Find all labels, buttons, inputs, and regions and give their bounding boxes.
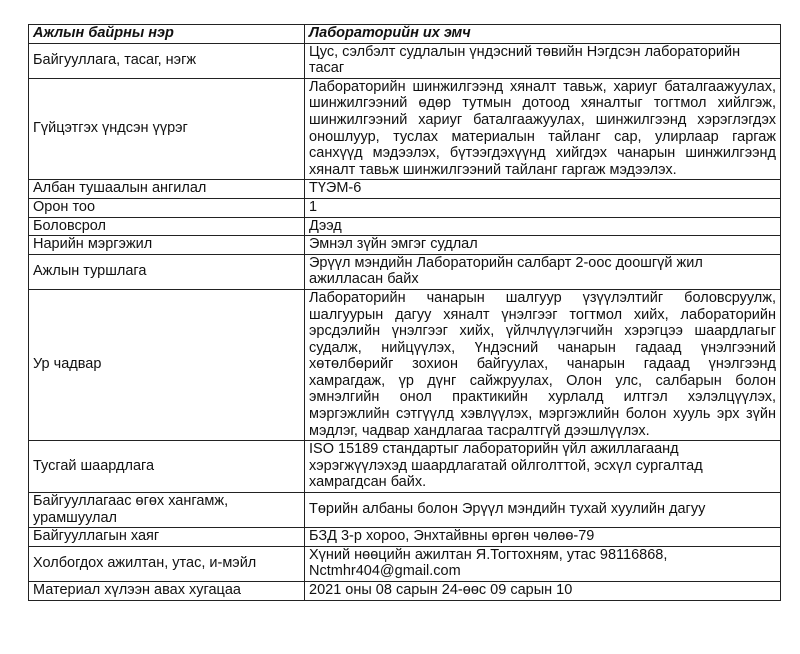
table-row-benefits [29, 493, 781, 528]
contact-email: Nctmhr404@gmail.com [309, 563, 461, 580]
contact-person-phone: Хүний нөөцийн ажилтан Я.Тогтохням, утас 98116868, [309, 546, 668, 563]
row-value: ТҮЭМ-6 [305, 180, 781, 199]
table-row-main-duties [29, 78, 781, 180]
table-row-education [29, 217, 781, 236]
row-label: Холбогдох ажилтан, утас, и-мэйл [29, 546, 305, 581]
row-value [305, 546, 781, 581]
header-value-cell: Лабораторийн их эмч [305, 25, 781, 44]
row-value: Эрүүл мэндийн Лабораторийн салбарт 2-оос доошгүй жил ажилласан байх [305, 254, 781, 289]
row-value: 1 [305, 198, 781, 217]
row-label: Байгууллагын хаяг [29, 528, 305, 547]
table-row-contact [29, 546, 781, 581]
table-row-special-requirements [29, 441, 781, 493]
row-value: ISO 15189 стандартыг лабораторийн үйл ажиллагаанд хэрэгжүүлэхэд шаардлагатай ойлголттой, эсхүл сургалтад хамрагдсан байх. [305, 441, 781, 493]
job-posting-table [28, 24, 781, 601]
table-row-skills [29, 289, 781, 440]
table-row-position-class [29, 180, 781, 199]
row-value: Төрийн албаны болон Эрүүл мэндийн тухай хуулийн дагуу [305, 493, 781, 528]
row-value: Эмнэл зүйн эмгэг судлал [305, 236, 781, 255]
row-value: 2021 оны 08 сарын 24-өөс 09 сарын 10 [305, 582, 781, 601]
table-row-headcount [29, 198, 781, 217]
row-label: Албан тушаалын ангилал [29, 180, 305, 199]
row-label: Орон тоо [29, 198, 305, 217]
row-label: Байгууллагаас өгөх хангамж, урамшуулал [29, 493, 305, 528]
row-label: Байгууллага, тасаг, нэгж [29, 43, 305, 78]
table-header-row [29, 25, 781, 44]
row-value: БЗД 3-р хороо, Энхтайвны өргөн чөлөө-79 [305, 528, 781, 547]
row-label: Тусгай шаардлага [29, 441, 305, 493]
row-value: Лабораторийн шинжилгээнд хяналт тавьж, хариуг баталгаажуулах, шинжилгээний өдөр тутмын дотоод хяналтыг тогтмол хийлгэж, шинжилгээний хариуг баталгаажуулах, шинжилгээнд хэрэглэгдэх оношлуур, туслах материалын тайланг сар, улирлаар гаргаж санхүүд мэдээлэх, бүтээгдэхүүнд хийгдэх чанарын шинжилгээнд хяналт тавьж шинжилгээний тайланг гаргаж мэдээлэх. [305, 78, 781, 180]
row-label: Ур чадвар [29, 289, 305, 440]
table-row-experience [29, 254, 781, 289]
row-label: Ажлын туршлага [29, 254, 305, 289]
table-row-deadline [29, 582, 781, 601]
row-label: Боловсрол [29, 217, 305, 236]
row-value: Лабораторийн чанарын шалгуур үзүүлэлтийг боловсруулж, шалгуурын дагуу хяналт үнэлгээг тогтмол хийх, лабораторийн эрсдэлийн үнэлгээг хийх, үйлчлүүлэгчийн хэрэгцээ шаардлагыг судалж, нийцүүлэх, Үндэсний чанарын гадаад үнэлгээний хөтөлбөрийг зохион байгуулах, чанарын гадаад үнэлгээнд хамрагдаж, үр дүнг сайжруулах, Олон улс, салбарын болон эмнэлгийн онол практикийн хурлалд илтгэл хэлэлцүүлэх, мэргэжлийн сэтгүүлд хэвлүүлэх, мэргэжлийн болон хууль эрх зүйн мэдлэг, чадвар хандлагаа тасралтгүй дээшлүүлэх. [305, 289, 781, 440]
row-label: Материал хүлээн авах хугацаа [29, 582, 305, 601]
table-row-address [29, 528, 781, 547]
row-value: Цус, сэлбэлт судлалын үндэсний төвийн Нэгдсэн лабораторийн тасаг [305, 43, 781, 78]
row-value: Дээд [305, 217, 781, 236]
row-label: Гүйцэтгэх үндсэн үүрэг [29, 78, 305, 180]
table-row-specialization [29, 236, 781, 255]
table-row-organization [29, 43, 781, 78]
header-label-cell: Ажлын байрны нэр [29, 25, 305, 44]
row-label: Нарийн мэргэжил [29, 236, 305, 255]
